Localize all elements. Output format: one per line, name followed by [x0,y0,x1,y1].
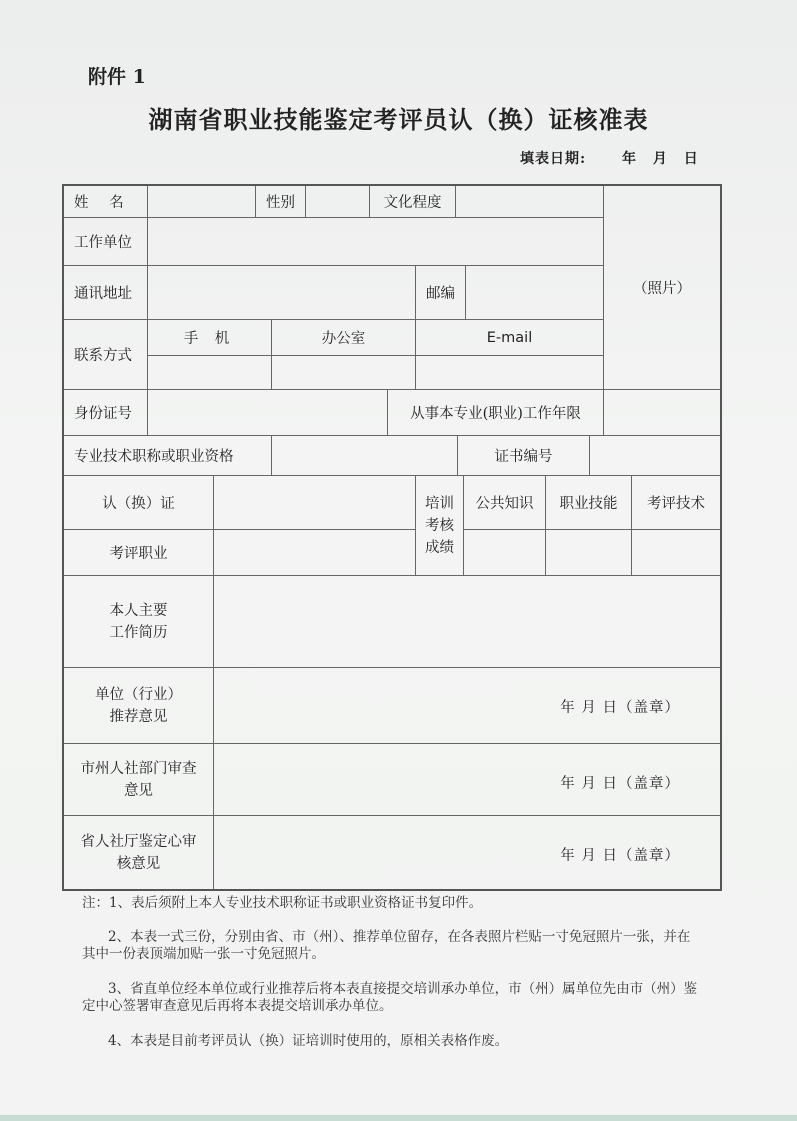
cert-no-field[interactable] [590,436,720,476]
public-knowledge-label: 公共知识 [464,476,546,530]
unit-rec-label-l1: 单位（行业） [95,686,182,703]
unit-rec-sign: 年 月 日（盖章） [560,700,680,716]
note-4: 4、本表是目前考评员认（换）证培训时使用的，原相关表格作废。 [108,1033,509,1049]
renew-field[interactable] [214,476,416,530]
work-unit-field[interactable] [148,218,604,266]
photo-box: （照片） [604,186,720,390]
email-label: E-mail [416,320,604,356]
city-review-label-l1: 市州人社部门审查 [80,760,197,777]
fill-date-label: 填表日期: [520,151,587,167]
note-2: 2、本表一式三份，分别由省、市（州）、推荐单位留存，在各表照片栏贴一寸免冠照片一张，并在其中一份表顶端加贴一张一寸免冠照片。 [82,929,691,962]
training-label-l2: 考核 [425,517,454,534]
renew-label: 认（换）证 [64,476,214,530]
attachment-label: 附件 1 [88,66,146,88]
id-field[interactable] [148,390,388,436]
work-years-field[interactable] [604,390,720,436]
skill-score[interactable] [546,530,632,576]
prov-review-label [64,816,214,889]
title-qual-field[interactable] [272,436,458,476]
resume-label-l1: 本人主要 [109,602,168,619]
education-label: 文化程度 [370,186,456,218]
resume-label-l2: 工作简历 [109,624,168,641]
office-label: 办公室 [272,320,416,356]
prov-review-sign: 年 月 日（盖章） [560,848,680,864]
cert-no-label: 证书编号 [458,436,590,476]
fill-date-year: 年 [622,151,638,167]
eval-occupation-field[interactable] [214,530,416,576]
postcode-label: 邮编 [416,266,466,320]
fill-date-day: 日 [683,151,699,167]
name-label: 姓 名 [64,186,148,218]
work-years-label: 从事本专业(职业)工作年限 [388,390,604,436]
resume-field[interactable] [214,576,720,668]
postcode-field[interactable] [466,266,604,320]
address-field[interactable] [148,266,416,320]
contact-label: 联系方式 [64,320,148,390]
id-label: 身份证号 [64,390,148,436]
city-review-field[interactable] [214,744,720,816]
page-title: 湖南省职业技能鉴定考评员认（换）证核准表 [148,105,649,134]
prov-review-label-l1: 省人社厅鉴定心审 [80,833,197,850]
office-phone-field[interactable] [272,356,416,390]
address-label: 通讯地址 [64,266,148,320]
unit-rec-label-l2: 推荐意见 [109,708,168,725]
city-review-sign: 年 月 日（盖章） [560,776,680,792]
fill-date [520,148,703,168]
mobile-field[interactable] [148,356,272,390]
note-3: 3、省直单位经本单位或行业推荐后将本表直接提交培训承办单位，市（州）属单位先由市（州）鉴定中心签署审查意见后再将本表提交培训承办单位。 [82,981,698,1014]
education-field[interactable] [456,186,604,218]
approval-form [62,184,722,891]
work-unit-label: 工作单位 [64,218,148,266]
skill-label: 职业技能 [546,476,632,530]
eval-occupation-label: 考评职业 [64,530,214,576]
city-review-label-l2: 意见 [124,782,153,799]
eval-tech-label: 考评技术 [632,476,720,530]
prov-review-field[interactable] [214,816,720,889]
resume-label [64,576,214,668]
gender-field[interactable] [306,186,370,218]
bottom-strip [0,1115,797,1121]
unit-rec-field[interactable] [214,668,720,744]
training-label-l1: 培训 [425,495,454,512]
note-1: 注：1、表后须附上本人专业技术职称证书或职业资格证书复印件。 [82,895,483,911]
name-field[interactable] [148,186,256,218]
email-field[interactable] [416,356,604,390]
prov-review-label-l2: 核意见 [116,855,161,872]
city-review-label [64,744,214,816]
eval-tech-score[interactable] [632,530,720,576]
title-qual-label: 专业技术职称或职业资格 [64,436,272,476]
gender-label: 性别 [256,186,306,218]
training-label-l3: 成绩 [425,539,454,556]
fill-date-month: 月 [652,151,668,167]
unit-rec-label [64,668,214,744]
public-knowledge-score[interactable] [464,530,546,576]
training-score-label [416,476,464,576]
mobile-label: 手 机 [148,320,272,356]
